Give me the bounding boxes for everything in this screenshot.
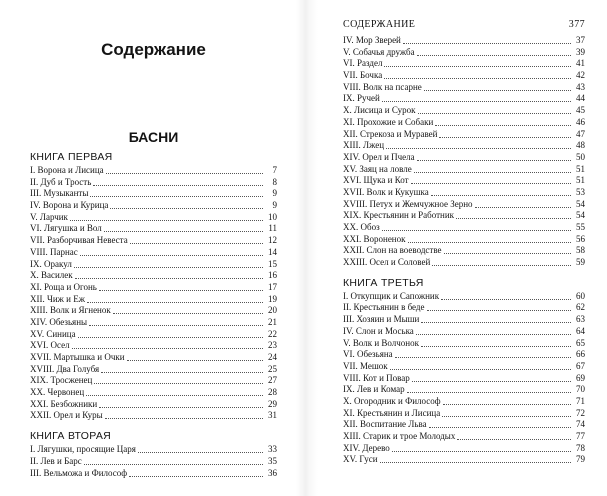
dot-leader	[99, 399, 263, 408]
toc-entry-title: XX. Обоз	[343, 222, 380, 232]
toc-entry-title: XXIII. Осел и Соловей	[343, 257, 431, 268]
toc-entry-page: 45	[576, 105, 585, 116]
dot-leader	[411, 175, 571, 184]
toc-entry-page: 42	[576, 70, 585, 81]
book-heading-1: КНИГА ПЕРВАЯ	[30, 151, 113, 163]
toc-entry-page: 56	[576, 233, 585, 244]
dot-leader	[89, 317, 263, 326]
toc-entry-page: 9	[272, 200, 277, 211]
toc-entry-page: 51	[576, 175, 585, 186]
toc-entry-page: 41	[576, 58, 585, 69]
toc-entry-page: 16	[268, 270, 277, 281]
toc-entry-title: XVI. Осел	[30, 340, 70, 351]
dot-leader	[113, 305, 263, 314]
toc-entry	[30, 375, 277, 387]
toc-entry	[343, 302, 585, 314]
toc-entry-title: I. Лягушки, просящие Царя	[30, 444, 136, 455]
dot-leader	[386, 140, 571, 149]
dot-leader	[384, 70, 571, 79]
toc-entry-title: XIII. Старик и трое Молодых	[343, 431, 456, 441]
toc-entry	[30, 352, 277, 364]
toc-entry	[343, 431, 585, 443]
dot-leader	[427, 302, 572, 311]
toc-entry	[343, 257, 585, 269]
toc-entry-page: 71	[576, 395, 585, 406]
toc-entry-title: XVI. Щука и Кот	[343, 175, 409, 186]
toc-entry-page: 54	[576, 210, 585, 221]
dot-leader	[408, 234, 572, 243]
toc-entry-title: XII. Чиж и Еж	[30, 293, 85, 304]
dot-leader	[441, 291, 571, 300]
toc-list-book-1	[30, 165, 277, 422]
toc-entry-title: XIV. Орел и Пчела	[343, 151, 415, 162]
toc-entry	[30, 456, 277, 468]
toc-entry	[343, 47, 585, 59]
toc-entry-page: 70	[576, 384, 585, 395]
dot-leader	[104, 223, 263, 232]
toc-list-book-3	[343, 291, 585, 466]
toc-entry-title: II. Лев и Барс	[30, 455, 82, 466]
toc-entry	[343, 408, 585, 420]
dot-leader	[80, 247, 263, 256]
toc-entry-title: XXII. Слон на воеводстве	[343, 245, 442, 256]
toc-entry-page: 14	[268, 246, 277, 257]
dot-leader	[93, 177, 263, 186]
toc-entry	[30, 247, 277, 259]
toc-entry	[343, 199, 585, 211]
toc-entry-title: II. Дуб и Трость	[30, 176, 92, 187]
toc-entry-page: 35	[268, 455, 277, 466]
right-page-contents	[343, 35, 585, 466]
toc-entry-title: XI. Прохожие и Собаки	[343, 116, 434, 127]
dot-leader	[417, 47, 571, 56]
dot-leader	[457, 431, 571, 440]
toc-entry-title: V. Ларчик	[30, 211, 68, 222]
toc-entry-title: VII. Разборчивая Невеста	[30, 235, 128, 246]
toc-entry-title: X. Огородник и Философ	[343, 395, 441, 406]
toc-entry-title: III. Музыканты	[30, 188, 89, 199]
toc-entry-page: 54	[576, 198, 585, 209]
toc-entry	[343, 70, 585, 82]
dot-leader	[129, 468, 263, 477]
dot-leader	[395, 349, 571, 358]
left-page	[0, 0, 303, 496]
toc-entry-page: 79	[576, 454, 585, 465]
toc-entry-page: 59	[576, 257, 585, 268]
toc-entry-title: XV. Гуси	[343, 454, 378, 465]
toc-entry-title: VII. Бочка	[343, 70, 383, 81]
toc-entry-title: I. Ворона и Лисица	[30, 165, 104, 175]
toc-entry-title: XVIII. Петух и Жемчужное Зерно	[343, 198, 473, 209]
toc-entry-page: 11	[268, 223, 277, 234]
toc-entry-title: XXII. Орел и Куры	[30, 410, 103, 421]
toc-entry-page: 62	[576, 302, 585, 313]
toc-entry-page: 43	[576, 81, 585, 92]
toc-entry-title: XVIII. Два Голубя	[30, 363, 100, 374]
toc-entry-title: XXI. Вороненок	[343, 233, 406, 244]
toc-entry-title: XIII. Волк и Ягненок	[30, 305, 111, 316]
toc-entry	[30, 305, 277, 317]
toc-entry-title: X. Лисица и Сурок	[343, 105, 416, 116]
toc-entry	[343, 164, 585, 176]
toc-entry-title: VII. Мешок	[343, 360, 388, 371]
dot-leader	[90, 188, 263, 197]
toc-entry-title: XIX. Трoсженец	[30, 375, 93, 386]
toc-entry-page: 19	[268, 293, 277, 304]
toc-entry-title: XIII. Лжец	[343, 140, 385, 151]
toc-entry	[30, 177, 277, 189]
dot-leader	[429, 419, 571, 428]
toc-entry-page: 20	[268, 305, 277, 316]
dot-leader	[407, 384, 571, 393]
toc-entry	[30, 259, 277, 271]
toc-entry	[343, 384, 585, 396]
toc-entry-title: V. Волк и Волчонок	[343, 337, 419, 348]
toc-entry-title: XV. Синица	[30, 328, 76, 339]
page-number: 377	[568, 19, 585, 30]
toc-entry	[343, 187, 585, 199]
toc-entry-page: 53	[576, 186, 585, 197]
toc-entry-title: XII. Стрекоза и Муравей	[343, 128, 438, 139]
toc-entry	[343, 93, 585, 105]
toc-entry-page: 64	[576, 325, 585, 336]
dot-leader	[442, 408, 571, 417]
toc-entry-title: IX. Ручей	[343, 93, 380, 104]
dot-leader	[101, 364, 263, 373]
toc-entry-title: X. Василек	[30, 270, 73, 281]
dot-leader	[432, 257, 571, 266]
toc-entry-page: 46	[576, 116, 585, 127]
toc-entry	[343, 222, 585, 234]
toc-entry-page: 27	[268, 375, 277, 386]
toc-entry-title: XV. Заяц на ловле	[343, 163, 412, 174]
toc-entry	[343, 210, 585, 222]
toc-entry-page: 69	[576, 372, 585, 383]
dot-leader	[72, 340, 263, 349]
toc-entry-title: IX. Оракул	[30, 258, 72, 269]
toc-entry-title: III. Вельможа и Философ	[30, 467, 128, 478]
dot-leader	[130, 235, 263, 244]
running-head	[343, 19, 585, 30]
toc-entry	[343, 454, 585, 466]
toc-entry	[343, 291, 585, 303]
toc-entry	[343, 152, 585, 164]
dot-leader	[456, 210, 571, 219]
toc-entry	[343, 349, 585, 361]
dot-leader	[435, 117, 571, 126]
toc-entry	[343, 361, 585, 373]
dot-leader	[382, 222, 571, 231]
toc-entry-page: 29	[268, 398, 277, 409]
toc-entry	[343, 35, 585, 47]
dot-leader	[417, 152, 571, 161]
toc-entry	[343, 140, 585, 152]
toc-entry	[30, 165, 277, 177]
toc-entry-page: 47	[576, 128, 585, 139]
book-heading-2: КНИГА ВТОРАЯ	[30, 430, 112, 443]
toc-entry-page: 67	[576, 360, 585, 371]
toc-entry	[343, 419, 585, 431]
toc-entry-title: II. Крестьянин в беде	[343, 302, 425, 313]
toc-entry-title: XIV. Дерево	[343, 442, 390, 453]
book-heading-3: КНИГА ТРЕТЬЯ	[343, 276, 424, 289]
toc-entry	[343, 129, 585, 141]
toc-entry	[30, 329, 277, 341]
toc-entry	[30, 282, 277, 294]
toc-entry	[30, 270, 277, 282]
toc-entry	[30, 235, 277, 247]
toc-entry-page: 15	[268, 258, 277, 269]
toc-entry-title: XXI. Безбожники	[30, 398, 98, 409]
toc-entry	[343, 58, 585, 70]
toc-list-book-2-continued	[343, 35, 585, 269]
dot-leader	[105, 410, 263, 419]
toc-entry-page: 17	[268, 281, 277, 292]
toc-entry-title: IV. Мор Зверей	[343, 35, 401, 45]
toc-entry	[343, 338, 585, 350]
toc-entry-page: 74	[576, 419, 585, 430]
toc-entry-page: 44	[576, 93, 585, 104]
left-page-contents	[30, 150, 277, 479]
toc-entry	[343, 175, 585, 187]
toc-entry	[30, 188, 277, 200]
dot-leader	[78, 329, 263, 338]
dot-leader	[110, 200, 263, 209]
toc-entry-title: VI. Раздел	[343, 58, 383, 69]
dot-leader	[106, 165, 263, 174]
toc-entry-page: 7	[272, 165, 277, 175]
toc-entry-title: III. Хозяин и Мыши	[343, 314, 420, 325]
toc-entry	[30, 399, 277, 411]
toc-entry	[343, 326, 585, 338]
toc-entry-title: XIV. Обезьяны	[30, 316, 88, 327]
toc-entry-title: XVII. Мартышка и Очки	[30, 352, 125, 362]
dot-leader	[431, 187, 571, 196]
dot-leader	[416, 326, 571, 335]
toc-entry-page: 66	[576, 349, 585, 360]
toc-entry	[343, 373, 585, 385]
toc-entry-page: 60	[576, 290, 585, 301]
toc-entry	[343, 105, 585, 117]
toc-entry	[30, 340, 277, 352]
toc-entry	[343, 443, 585, 455]
dot-leader	[390, 361, 571, 370]
toc-entry-page: 63	[576, 314, 585, 325]
toc-entry-page: 78	[576, 442, 585, 453]
toc-entry-page: 72	[576, 407, 585, 418]
toc-entry	[30, 317, 277, 329]
toc-list-book-2	[30, 444, 277, 479]
toc-entry-page: 10	[268, 211, 277, 222]
dot-leader	[414, 164, 571, 173]
dot-leader	[94, 375, 263, 384]
section-title: БАСНИ	[128, 129, 179, 145]
toc-entry	[30, 444, 277, 456]
toc-entry-title: XI. Роща и Огонь	[30, 281, 97, 292]
dot-leader	[421, 314, 571, 323]
dot-leader	[443, 396, 571, 405]
dot-leader	[475, 199, 571, 208]
toc-entry-page: 39	[576, 46, 585, 57]
running-head-title: СОДЕРЖАНИЕ	[343, 19, 416, 30]
toc-entry	[30, 294, 277, 306]
dot-leader	[412, 373, 571, 382]
toc-entry-page: 58	[576, 245, 585, 256]
dot-leader	[75, 270, 263, 279]
toc-entry-page: 21	[268, 316, 277, 327]
toc-entry	[343, 234, 585, 246]
toc-entry-page: 55	[576, 222, 585, 232]
dot-leader	[403, 35, 571, 44]
dot-leader	[99, 282, 263, 291]
toc-entry	[30, 212, 277, 224]
toc-entry-page: 8	[272, 176, 277, 187]
toc-entry-title: VIII. Кот и Повар	[343, 372, 410, 383]
toc-entry-page: 22	[268, 328, 277, 339]
toc-entry	[343, 396, 585, 408]
toc-entry-title: XVII. Волк и Кукушка	[343, 186, 429, 197]
toc-entry	[30, 468, 277, 480]
toc-entry-page: 9	[272, 188, 277, 199]
dot-leader	[418, 105, 571, 114]
toc-entry-page: 31	[268, 410, 277, 421]
dot-leader	[421, 338, 571, 347]
toc-entry-page: 51	[576, 163, 585, 174]
dot-leader	[70, 212, 263, 221]
dot-leader	[392, 443, 571, 452]
toc-entry-title: XIX. Крестьянин и Работник	[343, 210, 455, 221]
toc-entry-title: V. Собачья дружба	[343, 46, 415, 57]
toc-entry-title: IV. Слон и Моська	[343, 325, 414, 336]
dot-leader	[86, 387, 263, 396]
toc-entry	[343, 82, 585, 94]
dot-leader	[84, 456, 263, 465]
toc-entry-title: XX. Червонец	[30, 387, 85, 398]
toc-entry-page: 33	[268, 444, 277, 455]
toc-entry	[343, 117, 585, 129]
toc-entry	[343, 314, 585, 326]
toc-entry-title: IX. Лев и Комар	[343, 384, 405, 395]
toc-entry-page: 24	[268, 352, 277, 362]
dot-leader	[138, 444, 263, 453]
toc-entry	[30, 364, 277, 376]
toc-entry-title: XI. Крестьянин и Лисица	[343, 407, 441, 418]
toc-entry-title: VIII. Волк на псарне	[343, 81, 422, 92]
dot-leader	[380, 454, 571, 463]
dot-leader	[424, 82, 571, 91]
dot-leader	[74, 259, 263, 268]
toc-entry-page: 37	[576, 35, 585, 45]
toc-entry-page: 12	[268, 235, 277, 246]
toc-entry-page: 23	[268, 340, 277, 351]
toc-title: Содержание	[101, 40, 206, 59]
toc-entry-title: VIII. Парнас	[30, 246, 78, 257]
right-page	[303, 0, 607, 496]
toc-entry-title: IV. Ворона и Курица	[30, 200, 109, 211]
toc-entry-title: VI. Лягушка и Вол	[30, 223, 102, 234]
toc-entry-title: XII. Воспитание Льва	[343, 419, 427, 430]
toc-entry-page: 36	[268, 467, 277, 478]
toc-entry-page: 48	[576, 140, 585, 151]
toc-entry-title: I. Откупщик и Сапожник	[343, 290, 440, 301]
dot-leader	[382, 93, 571, 102]
toc-entry-page: 28	[268, 387, 277, 398]
dot-leader	[384, 58, 571, 67]
dot-leader	[444, 245, 571, 254]
toc-entry	[30, 410, 277, 422]
toc-entry-page: 65	[576, 337, 585, 348]
toc-entry	[30, 200, 277, 212]
dot-leader	[439, 129, 571, 138]
toc-entry-title: VI. Обезьяна	[343, 349, 393, 360]
toc-entry-page: 77	[576, 431, 585, 441]
toc-entry-page: 50	[576, 151, 585, 162]
toc-entry-page: 25	[268, 363, 277, 374]
toc-entry	[343, 245, 585, 257]
toc-entry	[30, 223, 277, 235]
dot-leader	[127, 352, 263, 361]
toc-entry	[30, 387, 277, 399]
dot-leader	[87, 294, 263, 303]
